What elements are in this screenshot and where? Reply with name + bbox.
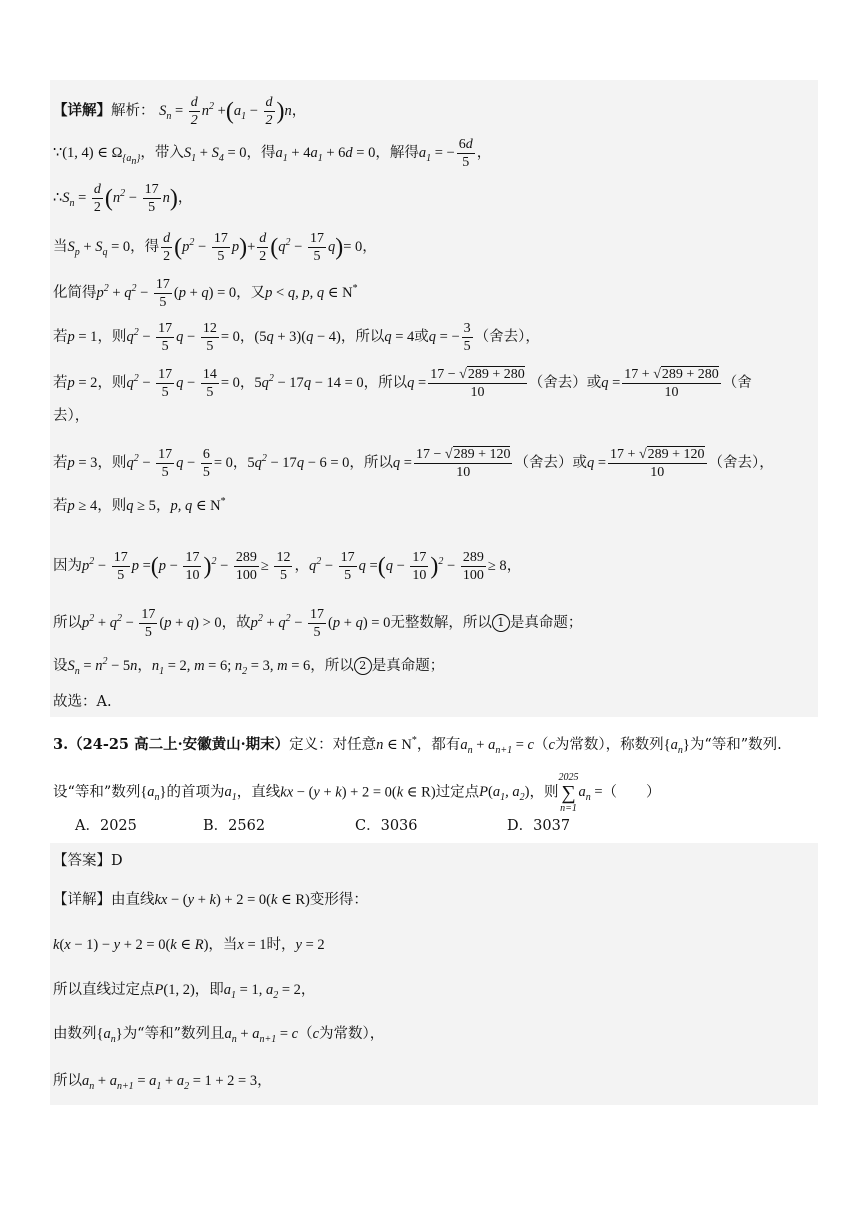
detail-line-12: 所以$p^2 + q^2$ − $\frac{17}{5}$ (p + q) > 0，故$p^2 + q^2$ − $\frac{17}{5}$ (p + q) = 0无整数解，所以 1 是真命题； <box>53 607 583 640</box>
detail-line-2: ∵(1, 4) ∈ $\Omega_{\{a_n\}}$，带入$S_1 + S_4 = 0$，得$a_1 + 4a_1 + 6d = 0$，解得$a_1$ = − $\frac{6d}{5}$ ， <box>53 137 492 170</box>
question-3-line-1: 3.（24-25 高二上·安徽黄山·期末）定义：对任意n ∈ N*，都有$a_n + a_{n+1} = c(c$为常数），称数列$\{a_n\}$为“等和”数列. <box>53 735 782 756</box>
detail-line-7: 若p = 2，则$q^2$ − $\frac{17}{5}$ q − $\frac{14}{5}$ = 0，$5q^2 - 17q - 14 = 0$，所以q = $\frac{17 - √289 + 280}{10}$ （舍去）或q = $\frac{17 + √289 + 280}{10}$ （舍 <box>53 367 752 400</box>
detail-line-10: 若p ≥ 4，则q ≥ 5，p, q ∈ N* <box>53 496 226 514</box>
detail-tag: 【详解】 <box>53 101 111 119</box>
circled-one: 1 <box>492 614 510 632</box>
answer-line: 【答案】D <box>53 853 123 869</box>
solution-line-4: 由数列$\{a_n\}$为“等和”数列且$a_n + a_{n+1} = c(c$为常数）， <box>53 1026 385 1045</box>
detail-line-6: 若p = 1，则$q^2$ − $\frac{17}{5}$ q − $\frac{12}{5}$ = 0，(5q + 3)(q − 4)，所以q = 4或q = − $\frac{3}{5}$ （舍去）， <box>53 321 540 354</box>
option-c[interactable]: C．3036 <box>355 818 418 834</box>
detail-line-8: 去）， <box>53 408 90 424</box>
option-b[interactable]: B．2562 <box>203 818 266 834</box>
question-source: （24-25 高二上·安徽黄山·期末） <box>68 735 290 753</box>
option-d[interactable]: D．3037 <box>507 818 571 834</box>
detail-line-13: 设$S_n = n^2 - 5n$，$n_1 = 2$, m = 6; $n_2 = 3$, m = 6，所以 2 是真命题； <box>53 656 445 677</box>
solution-line-3: 所以直线过定点P(1, 2)，即$a_1 = 1$, $a_2 = 2$， <box>53 982 316 1001</box>
detail-line-11: 因为$p^2$ − $\frac{17}{5}$ p =(p − $\frac{17}{10}$ )$^2$ − $\frac{289}{100}$ ≥ $\frac{12}{5}$ ，$q^2$ − $\frac{17}{5}$ q =(q − $\frac{17}{10}$ )$^2$ − $\frac{289}{100}$ ≥ 8， <box>53 550 522 583</box>
solution-line-2: k(x − 1) − y + 2 = 0(k ∈ R)，当x = 1时，y = 2 <box>53 937 325 953</box>
solution-line-1: 【详解】由直线kx − (y + k) + 2 = 0(k ∈ R)变形得： <box>53 892 368 908</box>
option-a[interactable]: A．2025 <box>75 818 137 834</box>
detail-line-5: 化简得$p^2 + q^2$ − $\frac{17}{5}$ (p + q) = 0，又p < q, p, q ∈ N* <box>53 277 358 310</box>
detail-line-9: 若p = 3，则$q^2$ − $\frac{17}{5}$ q − $\frac{6}{5}$ = 0，$5q^2 - 17q - 6 = 0$，所以q = $\frac{17 - √289 + 120}{10}$ （舍去）或q = $\frac{17 + √289 + 120}{10}$ （舍去）， <box>53 447 774 480</box>
detail-line-3: $\therefore S_n$ = $\frac{d}{2}$ ($n^2$ − $\frac{17}{5}$ n)， <box>53 182 193 215</box>
circled-two: 2 <box>354 657 372 675</box>
detail-line-4: 当$S_p + S_q = 0$，得 $\frac{d}{2}$ ($p^2$ − $\frac{17}{5}$ p)+ $\frac{d}{2}$ ($q^2$ − $\frac{17}{5}$ q)= 0， <box>53 231 377 264</box>
detail-line-1: 【详解】解析： $S_n$ = $\frac{d}{2}$ $n^2 +(a_1$ − $\frac{d}{2}$ )n， <box>53 95 307 128</box>
detail-line-14: 故选：A. <box>53 694 112 710</box>
question-3-line-2: 设“等和”数列$\{a_n\}$的首项为$a_1$，直线kx − (y + k) + 2 = 0(k ∈ R)过定点$P(a_1$, $a_2$)，则2025 ∑ $n=1a_n$ =（ ） <box>53 772 661 814</box>
summation-symbol: 2025 ∑ n=1 <box>558 772 579 814</box>
answer-options <box>75 816 635 836</box>
solution-block-2 <box>50 843 818 1105</box>
solution-line-5: 所以$a_n + a_{n+1} = a_1 + a_2 = 1 + 2 = 3$， <box>53 1073 272 1092</box>
question-number: 3. <box>53 735 69 753</box>
